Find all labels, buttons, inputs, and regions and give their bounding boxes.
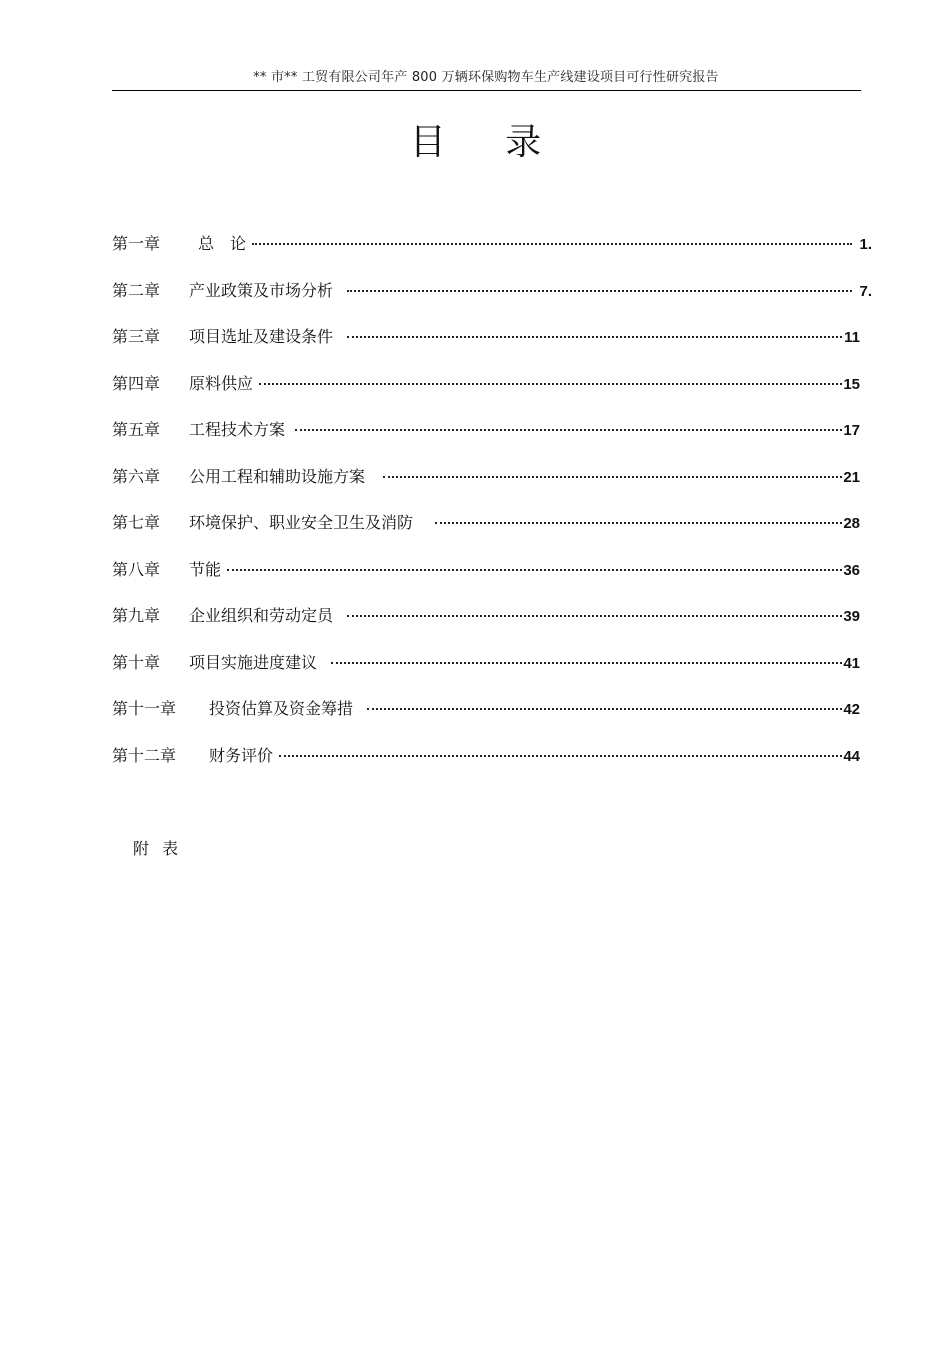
- toc-dot-leader: [279, 755, 842, 757]
- toc-dot-leader: [259, 383, 842, 385]
- toc-chapter-title: 公用工程和辅助设施方案: [189, 466, 366, 486]
- toc-title: 目 录: [409, 122, 566, 163]
- header-rule: [112, 90, 861, 91]
- toc-chapter-title: 项目选址及建设条件: [189, 327, 334, 346]
- toc-entry-3[interactable]: [112, 325, 872, 372]
- toc-chapter-title: 原料供应: [189, 373, 254, 393]
- toc-chapter-number: 第十章: [112, 652, 161, 672]
- toc-entry-11[interactable]: [112, 697, 872, 744]
- toc-entry-12[interactable]: [112, 744, 872, 791]
- toc-dot-leader: [435, 522, 842, 524]
- toc-dot-leader: [295, 429, 842, 431]
- toc-entry-8[interactable]: [112, 558, 872, 605]
- toc-page-number: 15: [843, 375, 860, 393]
- toc-chapter-number: 第一章: [112, 234, 161, 253]
- toc-chapter-number: 第三章: [112, 327, 161, 346]
- toc-page-number: 28: [843, 515, 860, 532]
- appendix-heading[interactable]: 附 表: [133, 839, 183, 858]
- toc-chapter-number: 第八章: [112, 559, 161, 579]
- toc-chapter-title: 企业组织和劳动定员: [189, 606, 334, 625]
- toc-page-number: 21: [843, 468, 860, 486]
- running-header: ** 市** 工贸有限公司年产 800 万辆环保购物车生产线建设项目可行性研究报告: [253, 70, 719, 85]
- toc-chapter-number: 第五章: [112, 420, 161, 439]
- toc-page-number: 7.: [859, 282, 872, 300]
- toc-dot-leader: [347, 290, 852, 292]
- toc-chapter-title: 总 论: [198, 234, 247, 253]
- toc-chapter-number: 第九章: [112, 606, 161, 625]
- toc-entry-4[interactable]: [112, 372, 872, 419]
- toc-chapter-number: 第六章: [112, 466, 161, 486]
- toc-chapter-number: 第十二章: [112, 745, 177, 765]
- toc-page-number: 11: [844, 329, 860, 346]
- toc-page-number: 17: [843, 422, 860, 439]
- toc-dot-leader: [331, 662, 842, 664]
- toc-chapter-title: 财务评价: [209, 745, 274, 765]
- toc-entry-9[interactable]: [112, 604, 872, 651]
- table-of-contents: [112, 232, 872, 790]
- toc-chapter-title: 环境保护、职业安全卫生及消防: [189, 513, 414, 532]
- toc-chapter-title: 投资估算及资金筹措: [209, 699, 354, 718]
- toc-chapter-title: 项目实施进度建议: [189, 652, 318, 672]
- toc-page-number: 36: [843, 561, 860, 579]
- toc-page-number: 41: [843, 654, 860, 672]
- toc-dot-leader: [367, 708, 842, 710]
- toc-chapter-title: 工程技术方案: [189, 420, 286, 439]
- toc-dot-leader: [347, 336, 842, 338]
- toc-chapter-number: 第十一章: [112, 699, 177, 718]
- toc-chapter-number: 第七章: [112, 513, 161, 532]
- toc-dot-leader: [383, 476, 842, 478]
- toc-chapter-title: 节能: [189, 559, 222, 579]
- toc-chapter-title: 产业政策及市场分析: [189, 280, 334, 300]
- toc-page-number: 44: [843, 747, 860, 765]
- toc-page-number: 42: [843, 701, 860, 718]
- toc-chapter-number: 第二章: [112, 280, 161, 300]
- toc-entry-5[interactable]: [112, 418, 872, 465]
- toc-entry-6[interactable]: [112, 465, 872, 512]
- toc-entry-1[interactable]: [112, 232, 872, 279]
- toc-chapter-number: 第四章: [112, 373, 161, 393]
- toc-dot-leader: [347, 615, 842, 617]
- toc-entry-10[interactable]: [112, 651, 872, 698]
- toc-dot-leader: [252, 243, 852, 245]
- toc-dot-leader: [227, 569, 842, 571]
- toc-entry-2[interactable]: [112, 279, 872, 326]
- toc-page-number: 1.: [859, 236, 872, 253]
- toc-entry-7[interactable]: [112, 511, 872, 558]
- toc-page-number: 39: [843, 608, 860, 625]
